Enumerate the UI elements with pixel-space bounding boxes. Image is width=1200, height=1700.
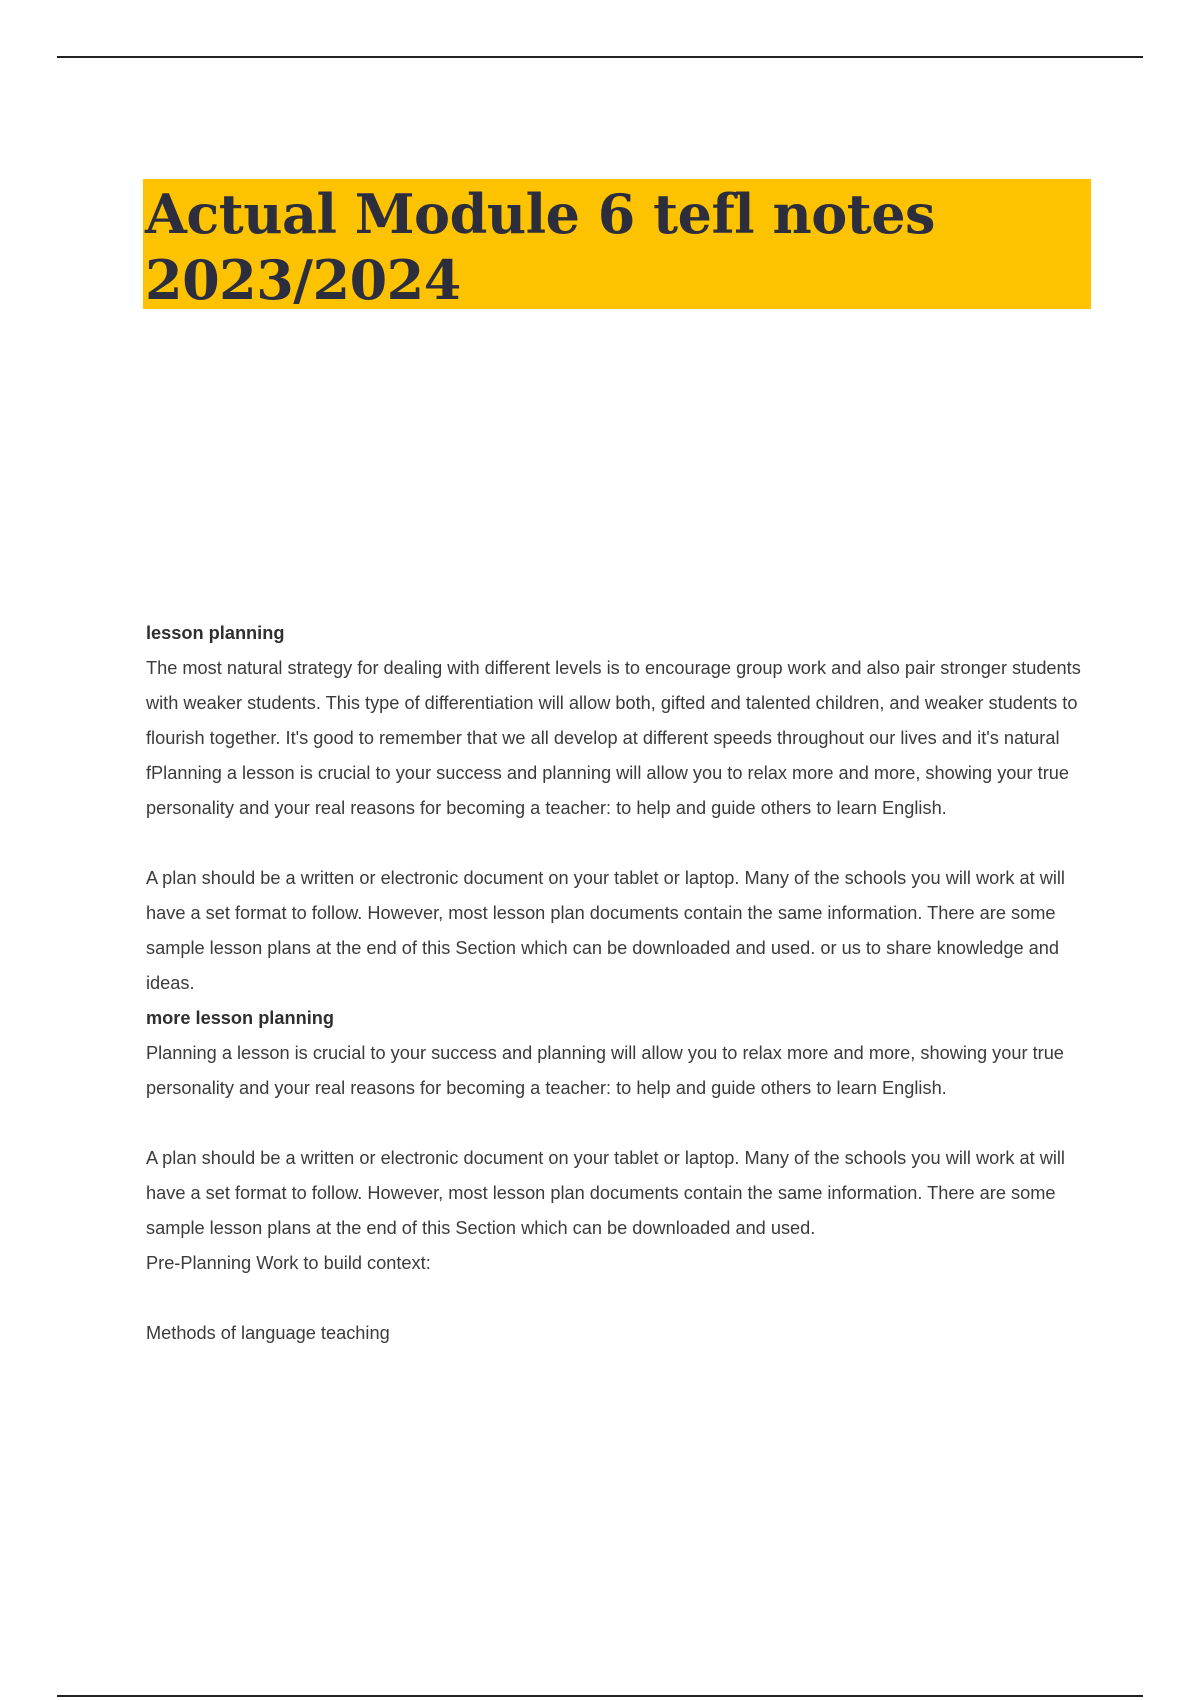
document-body — [146, 616, 1096, 1351]
title-line-2: 2023/2024 — [145, 248, 461, 312]
spacer — [146, 1106, 1096, 1141]
paragraph-2: A plan should be a written or electronic document on your tablet or laptop. Many of the schools you will work at will have a set format to follow. However, most lesson plan documents contain the same information. There are some sample lesson plans at the end of this Section which can be downloaded and used. or us to share knowledge and ideas. — [146, 868, 1065, 993]
section-heading-more-lesson-planning: more lesson planning — [146, 1008, 334, 1028]
top-divider — [57, 56, 1143, 58]
paragraph-6: Methods of language teaching — [146, 1323, 390, 1343]
spacer — [146, 826, 1096, 861]
bottom-divider — [57, 1695, 1143, 1697]
paragraph-4: A plan should be a written or electronic document on your tablet or laptop. Many of the schools you will work at will have a set format to follow. However, most lesson plan documents contain the same information. There are some sample lesson plans at the end of this Section which can be downloaded and used. — [146, 1148, 1065, 1238]
title-line-1: Actual Module 6 tefl notes — [145, 182, 935, 246]
paragraph-1: The most natural strategy for dealing with different levels is to encourage group work and also pair stronger students with weaker students. This type of differentiation will allow both, gifted and talented children, and weaker students to flourish together. It's good to remember that we all develop at different speeds throughout our lives and it's natural fPlanning a lesson is crucial to your success and planning will allow you to relax more and more, showing your true personality and your real reasons for becoming a teacher: to help and guide others to learn English. — [146, 658, 1081, 818]
section-heading-lesson-planning: lesson planning — [146, 623, 285, 643]
title-banner — [143, 179, 1091, 312]
spacer — [146, 1281, 1096, 1316]
paragraph-3: Planning a lesson is crucial to your success and planning will allow you to relax more and more, showing your true personality and your real reasons for becoming a teacher: to help and guide others to learn English. — [146, 1043, 1064, 1098]
paragraph-5: Pre-Planning Work to build context: — [146, 1253, 431, 1273]
document-title — [145, 181, 1091, 313]
